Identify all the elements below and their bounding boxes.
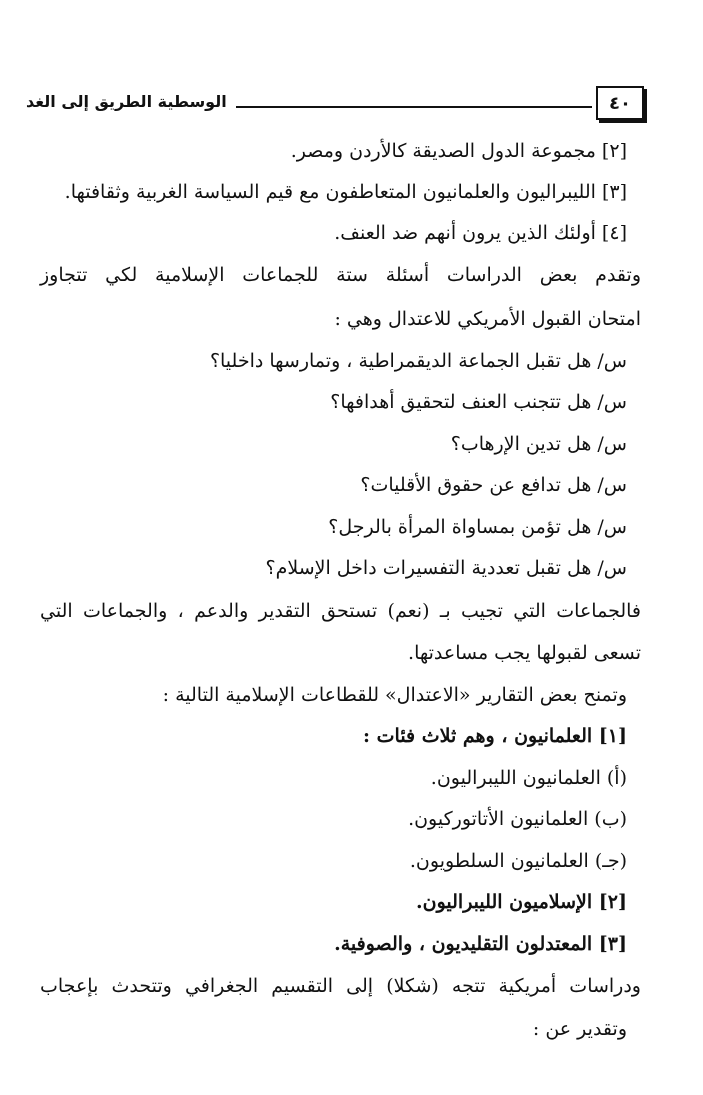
- paragraph-line: وتقدم بعض الدراسات أسئلة ستة للجماعات الإسلامية لكي تتجاوز: [40, 264, 641, 286]
- page-number: ٤٠: [596, 86, 644, 120]
- category-heading-2: [٢] الإسلاميون الليبراليون.: [416, 891, 627, 913]
- sub-item-c: (جـ) العلمانيون السلطويون.: [409, 850, 627, 872]
- paragraph-line: وتمنح بعض التقارير «الاعتدال» للقطاعات الإسلامية التالية :: [162, 684, 627, 706]
- category-heading-3: [٣] المعتدلون التقليديون ، والصوفية.: [334, 933, 627, 955]
- paragraph-line: ودراسات أمريكية تتجه (شكلا) إلى التقسيم الجغرافي وتتحدث بإعجاب: [40, 975, 641, 997]
- list-item-4: [٤] أولئك الذين يرون أنهم ضد العنف.: [334, 222, 627, 244]
- sub-item-b: (ب) العلمانيون الأتاتوركيون.: [408, 808, 627, 830]
- question-item: س/ هل تقبل الجماعة الديقمراطية ، وتمارسها داخليا؟: [209, 350, 627, 372]
- question-item: س/ هل تدافع عن حقوق الأقليات؟: [360, 474, 627, 496]
- paragraph-line: فالجماعات التي تجيب بـ (نعم) تستحق التقدير والدعم ، والجماعات التي: [40, 600, 641, 622]
- paragraph-line: امتحان القبول الأمريكي للاعتدال وهي :: [334, 308, 641, 330]
- page-header: [26, 78, 644, 122]
- question-item: س/ هل تدين الإرهاب؟: [450, 433, 627, 455]
- question-item: س/ هل تقبل تعددية التفسيرات داخل الإسلام؟: [265, 557, 627, 579]
- list-item-3: [٣] الليبراليون والعلمانيون المتعاطفون مع قيم السياسة الغربية وثقافتها.: [64, 181, 627, 203]
- question-item: س/ هل تتجنب العنف لتحقيق أهدافها؟: [330, 391, 627, 413]
- header-rule: [236, 106, 592, 108]
- running-title: الوسطية الطريق إلى الغد: [26, 92, 227, 111]
- paragraph-line: وتقدير عن :: [532, 1018, 627, 1040]
- question-item: س/ هل تؤمن بمساواة المرأة بالرجل؟: [328, 516, 627, 538]
- paragraph-line: تسعى لقبولها يجب مساعدتها.: [408, 642, 641, 664]
- sub-item-a: (أ) العلمانيون الليبراليون.: [430, 767, 627, 789]
- list-item-2: [٢] مجموعة الدول الصديقة كالأردن ومصر.: [290, 140, 627, 162]
- category-heading-1: [١] العلمانيون ، وهم ثلاث فئات :: [363, 725, 627, 747]
